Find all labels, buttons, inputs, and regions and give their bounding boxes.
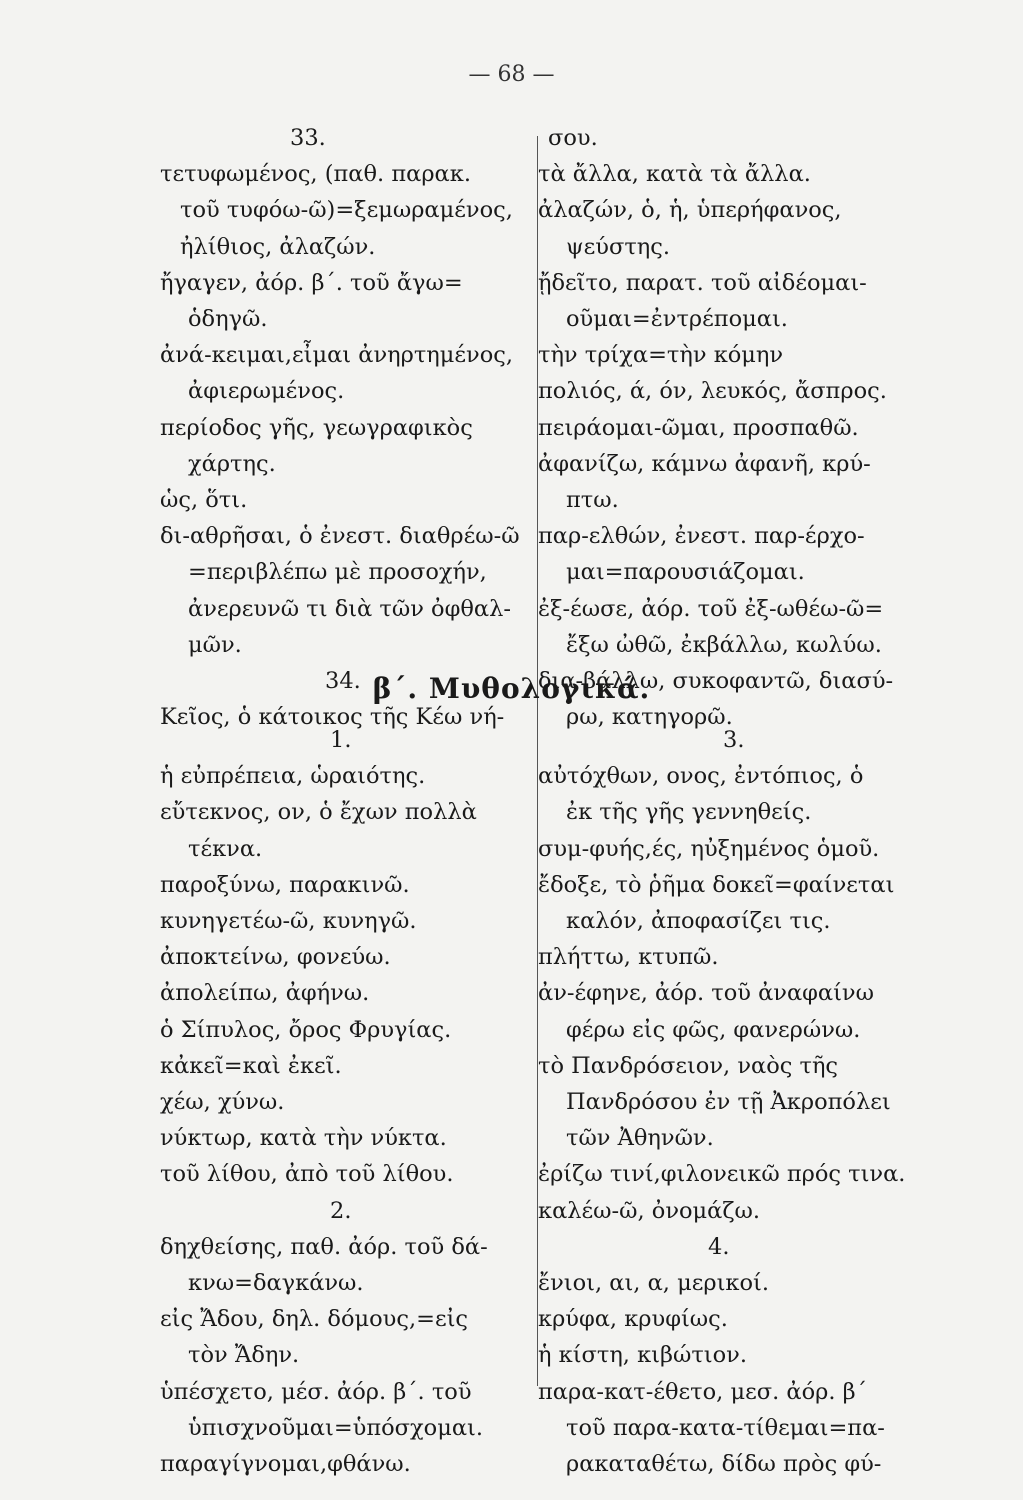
glossary-line: ἤγαγεν, ἀόρ. β΄. τοῦ ἄγω=: [160, 269, 463, 296]
glossary-column-left: [160, 722, 535, 1482]
glossary-line: πλήττω, κτυπῶ.: [538, 944, 719, 971]
glossary-line: ἐξ-έωσε, ἀόρ. τοῦ ἐξ-ωθέω-ῶ=: [538, 595, 884, 622]
glossary-line: ρω, κατηγορῶ.: [566, 704, 733, 731]
glossary-line: ἀφιερωμένος.: [188, 378, 345, 405]
glossary-line: ᾔδεῖτο, παρατ. τοῦ αἰδέομαι-: [538, 269, 867, 296]
glossary-line: δι-αθρῆσαι, ὁ ἐνεστ. διαθρέω-ῶ: [160, 523, 520, 550]
glossary-line: ἐκ τῆς γῆς γεννηθείς.: [566, 799, 812, 826]
glossary-line: χέω, χύνω.: [160, 1089, 285, 1116]
glossary-line: παρ-ελθών, ἐνεστ. παρ-έρχο-: [538, 523, 865, 550]
glossary-line: ἡ εὐπρέπεια, ὡραιότης.: [160, 763, 426, 790]
glossary-line: ἡ κίστη, κιβώτιον.: [538, 1342, 747, 1369]
glossary-line: τῶν Ἀθηνῶν.: [566, 1125, 714, 1152]
glossary-line: ἀφανίζω, κάμνω ἀφανῆ, κρύ-: [538, 450, 871, 477]
glossary-line: ἀπολείπω, ἀφήνω.: [160, 980, 370, 1007]
glossary-line: κυνηγετέω-ῶ, κυνηγῶ.: [160, 908, 417, 935]
page-number: — 68 —: [468, 62, 555, 87]
glossary-line: ὁδηγῶ.: [188, 306, 268, 333]
glossary-line: =περιβλέπω μὲ προσοχήν,: [188, 559, 487, 586]
glossary-line: πολιός, ά, όν, λευκός, ἄσπρος.: [538, 378, 887, 405]
glossary-line: ἀνερευνῶ τι διὰ τῶν ὀφθαλ-: [188, 595, 511, 622]
glossary-column-right: [538, 722, 938, 1482]
entry-number: 1.: [330, 727, 352, 753]
glossary-line: ἀν-έφηνε, ἀόρ. τοῦ ἀναφαίνω: [538, 980, 874, 1007]
glossary-line: ψεύστης.: [566, 233, 671, 260]
entry-number: 3.: [723, 727, 745, 753]
glossary-line: ὑπισχνοῦμαι=ὑπόσχομαι.: [188, 1414, 484, 1441]
glossary-line: ρακαταθέτω, δίδω πρὸς φύ-: [566, 1451, 882, 1478]
glossary-line: τέκνα.: [188, 835, 263, 862]
glossary-line: παρα-κατ-έθετο, μεσ. ἀόρ. β΄: [538, 1378, 867, 1405]
glossary-line: ὁ Σίπυλος, ὄρος Φρυγίας.: [160, 1016, 452, 1043]
glossary-line: ὑπέσχετο, μέσ. ἀόρ. β΄. τοῦ: [160, 1378, 472, 1405]
entry-number: 33.: [290, 125, 326, 151]
glossary-line: πειράομαι-ῶμαι, προσπαθῶ.: [538, 414, 859, 441]
glossary-column-right: [538, 120, 938, 735]
entry-number: 2.: [330, 1197, 352, 1224]
glossary-line: κρύφα, κρυφίως.: [538, 1306, 728, 1333]
glossary-line: ἔδοξε, τὸ ῥῆμα δοκεῖ=φαίνεται: [538, 871, 895, 898]
glossary-part-2: [160, 722, 940, 1478]
glossary-line: μαι=παρουσιάζομαι.: [566, 559, 805, 586]
glossary-line: εἰς Ἄδου, δηλ. δόμους,=εἰς: [160, 1306, 469, 1333]
glossary-line: τὰ ἄλλα, κατὰ τὰ ἄλλα.: [538, 161, 811, 188]
glossary-line: δηχθείσης, παθ. ἀόρ. τοῦ δά-: [160, 1233, 488, 1260]
glossary-line: εὔτεκνος, ον, ὁ ἔχων πολλὰ: [160, 799, 477, 826]
glossary-line: χάρτης.: [188, 450, 276, 477]
glossary-line: ἔνιοι, αι, α, μερικοί.: [538, 1270, 769, 1297]
glossary-line: οῦμαι=ἐντρέπομαι.: [566, 306, 788, 333]
glossary-line: κνω=δαγκάνω.: [188, 1270, 364, 1297]
entry-number: 4.: [708, 1233, 730, 1260]
glossary-line: νύκτωρ, κατὰ τὴν νύκτα.: [160, 1125, 447, 1152]
glossary-line: καλέω-ῶ, ὀνομάζω.: [538, 1197, 761, 1224]
glossary-line: τετυφωμένος, (παθ. παρακ.: [160, 161, 471, 188]
glossary-line: δια-βάλλω, συκοφαντῶ, διασύ-: [538, 668, 894, 695]
glossary-line: συμ-φυής,ές, ηὐξημένος ὁμοῦ.: [538, 835, 880, 862]
glossary-line: παραγίγνομαι,φθάνω.: [160, 1451, 411, 1478]
glossary-line: κἀκεῖ=καὶ ἐκεῖ.: [160, 1052, 342, 1079]
glossary-line: παροξύνω, παρακινῶ.: [160, 871, 410, 898]
glossary-line: Πανδρόσου ἐν τῇ Ἀκροπόλει: [566, 1089, 891, 1116]
glossary-line: αὐτόχθων, ονος, ἐντόπιος, ὁ: [538, 763, 864, 790]
entry-number: 34.: [325, 668, 361, 695]
glossary-line: σου.: [548, 125, 598, 151]
glossary-line: πτω.: [566, 487, 619, 514]
glossary-line: ἀποκτείνω, φονεύω.: [160, 944, 391, 971]
glossary-line: ἔξω ὠθῶ, ἐκβάλλω, κωλύω.: [566, 631, 882, 658]
glossary-line: τοῦ λίθου, ἀπὸ τοῦ λίθου.: [160, 1161, 454, 1188]
glossary-line: τὴν τρίχα=τὴν κόμην: [538, 342, 784, 369]
glossary-line: ἀλαζών, ὁ, ἡ, ὑπερήφανος,: [538, 197, 842, 224]
glossary-line: μῶν.: [188, 631, 242, 658]
glossary-column-left: [160, 120, 535, 735]
glossary-line: ἐρίζω τινί,φιλονεικῶ πρός τινα.: [538, 1161, 906, 1188]
glossary-line: τὸ Πανδρόσειον, ναὸς τῆς: [538, 1052, 839, 1079]
glossary-line: ἠλίθιος, ἀλαζών.: [180, 233, 376, 260]
glossary-line: καλόν, ἀποφασίζει τις.: [566, 908, 831, 935]
glossary-line: τοῦ παρα-κατα-τίθεμαι=πα-: [566, 1414, 885, 1441]
glossary-line: ὡς, ὅτι.: [160, 487, 248, 514]
glossary-line: ἀνά-κειμαι,εἶμαι ἀνηρτημένος,: [160, 342, 514, 369]
glossary-line: τὸν Ἄδην.: [188, 1342, 300, 1369]
glossary-line: φέρω εἰς φῶς, φανερώνω.: [566, 1016, 861, 1043]
glossary-line: Κεῖος, ὁ κάτοικος τῆς Κέω νή-: [160, 704, 505, 731]
glossary-line: περίοδος γῆς, γεωγραφικὸς: [160, 414, 473, 441]
section-title: β΄. Μυθολογικά.: [372, 672, 651, 705]
glossary-line: τοῦ τυφόω-ῶ)=ξεμωραμένος,: [180, 197, 513, 224]
